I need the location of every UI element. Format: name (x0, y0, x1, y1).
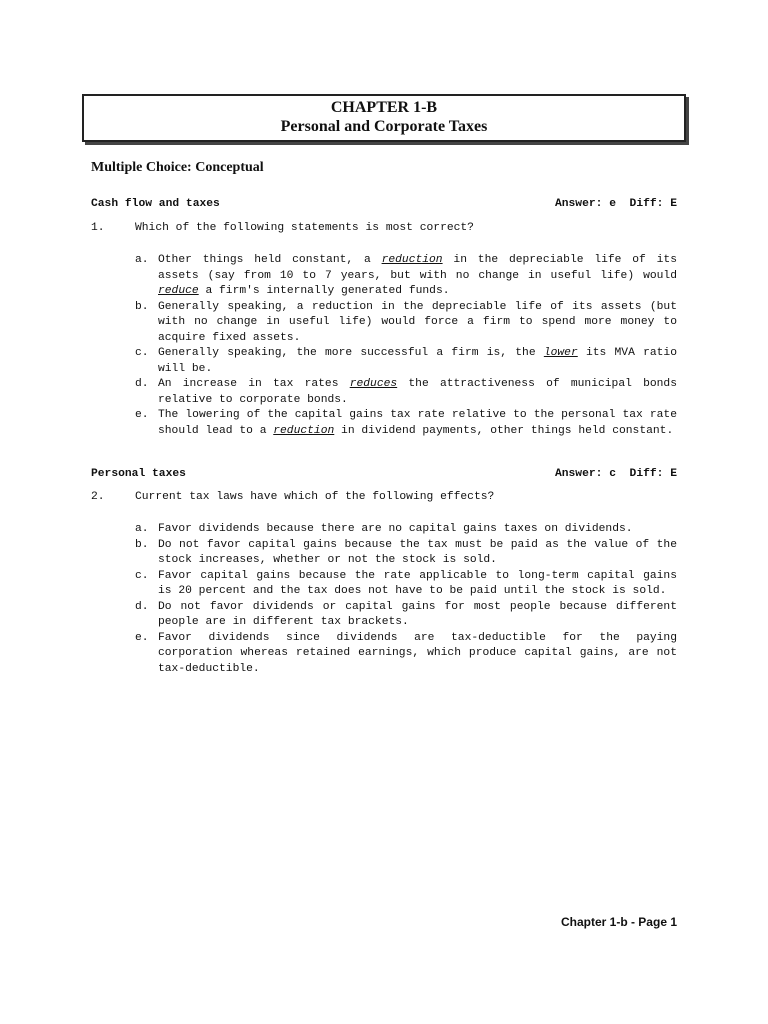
question-1-option-c (135, 346, 677, 377)
option-text: its MVA ratio will be. (158, 347, 677, 375)
option-text: The lowering of the capital gains tax rate relative to the personal tax rate should lead to a (158, 409, 677, 437)
option-text: Favor capital gains because the rate applicable to long-term capital gains is 20 percent and the tax does not have to be paid until the stock is sold. (158, 569, 677, 597)
question-1-stem: Which of the following statements is most correct? (135, 222, 474, 234)
section-heading: Multiple Choice: Conceptual (91, 160, 264, 175)
question-2-option-d (135, 600, 677, 631)
question-2-option-b (135, 538, 677, 569)
emphasized-word: reduction (273, 424, 335, 437)
option-text: Do not favor capital gains because the tax must be paid as the value of the stock increases, whether or not the stock is sold. (158, 538, 677, 566)
option-letter: d. (135, 600, 149, 613)
emphasized-word: reduce (158, 285, 199, 297)
option-text: a firm's internally generated funds. (198, 285, 450, 297)
question-1-option-a (135, 253, 677, 300)
option-letter: c. (135, 347, 149, 359)
option-letter: e. (135, 409, 149, 421)
question-2-stem: Current tax laws have which of the following effects? (135, 491, 495, 503)
question-2-options (135, 522, 677, 677)
option-text: Favor dividends since dividends are tax-deductible for the paying corporation whereas retained earnings, which produce capital gains, are not tax-deductible. (158, 631, 677, 675)
question-2-answer: Answer: c Diff: E (554, 468, 677, 480)
option-text: the attractiveness of municipal bonds relative to corporate bonds. (158, 378, 677, 406)
question-1-topic: Cash flow and taxes (91, 198, 220, 210)
option-text: Favor dividends because there are no capital gains taxes on dividends. (158, 523, 633, 535)
emphasized-word: reduction (381, 254, 443, 266)
question-1-option-e (135, 408, 677, 439)
option-text: in dividend payments, other things held constant. (334, 424, 674, 437)
option-text: Generally speaking, the more successful a firm is, the (158, 347, 544, 359)
question-2-option-c (135, 569, 677, 600)
option-text: Other things held constant, a (158, 254, 382, 266)
option-text: An increase in tax rates (158, 378, 350, 390)
option-text: in the depreciable life of its assets (say from 10 to 7 years, but with no change in useful life) would (158, 254, 677, 282)
option-letter: c. (135, 569, 149, 582)
question-2-option-e (135, 631, 677, 678)
question-1-options (135, 253, 677, 439)
option-letter: d. (135, 378, 149, 390)
option-letter: a. (135, 523, 149, 535)
question-1-answer: Answer: e Diff: E (554, 198, 677, 210)
question-1-number: 1. (91, 222, 105, 234)
question-2-topic: Personal taxes (91, 468, 186, 480)
option-letter: b. (135, 300, 149, 313)
option-text: Generally speaking, a reduction in the depreciable life of its assets (but with no change in useful life) would force a firm to spend more money to acquire fixed assets. (158, 300, 677, 344)
question-1-option-d (135, 377, 677, 408)
question-1-option-b (135, 300, 677, 347)
chapter-title: CHAPTER 1-B (330, 99, 438, 116)
question-2-option-a (135, 522, 677, 538)
option-letter: e. (135, 631, 149, 644)
question-2-number: 2. (91, 491, 105, 503)
chapter-subtitle: Personal and Corporate Taxes (280, 118, 488, 135)
option-letter: a. (135, 254, 149, 266)
chapter-title-box (82, 94, 686, 142)
question-1-header (91, 198, 677, 214)
option-text: Do not favor dividends or capital gains for most people because different people are in different tax brackets. (158, 600, 677, 628)
emphasized-word: reduces (349, 378, 398, 390)
page-footer: Chapter 1-b - Page 1 (560, 915, 677, 929)
option-letter: b. (135, 538, 149, 551)
emphasized-word: lower (543, 347, 578, 359)
question-2-header (91, 468, 677, 484)
